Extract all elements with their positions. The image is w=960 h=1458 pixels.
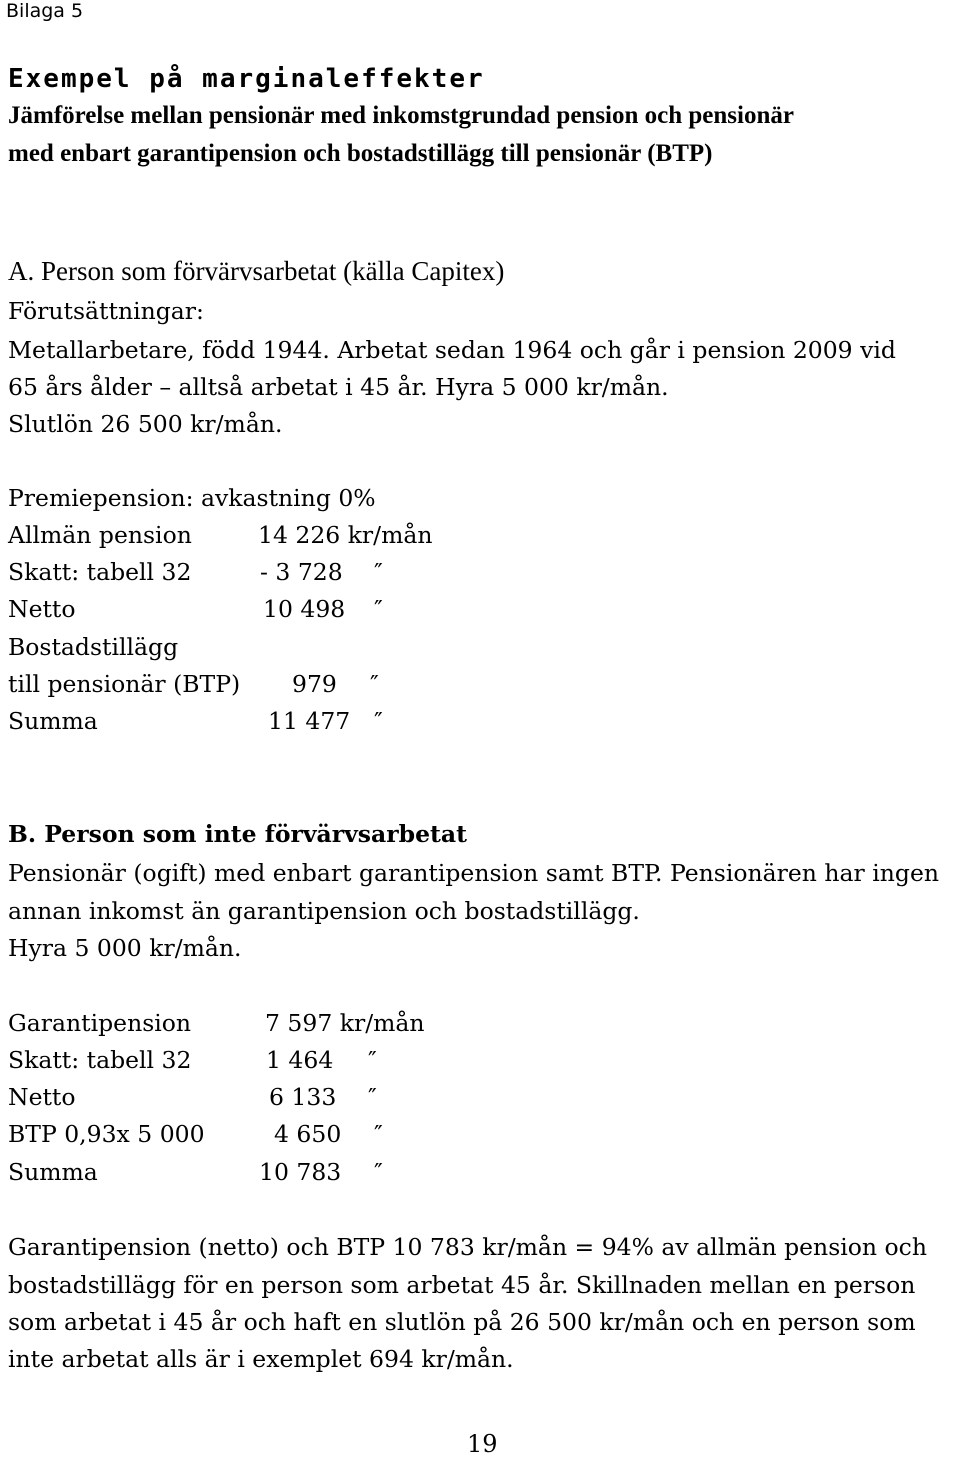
ditto-mark: ″ bbox=[374, 1120, 383, 1148]
section-a-line-2: Metallarbetare, född 1944. Arbetat sedan 1964 och går i pension 2009 vid bbox=[8, 336, 896, 364]
b-row-summa bbox=[8, 1158, 708, 1192]
a-row-bostadstillagg bbox=[8, 633, 708, 667]
section-b-line-3: Hyra 5 000 kr/mån. bbox=[8, 934, 242, 962]
ditto-mark: ″ bbox=[374, 707, 383, 735]
a-row-allman-pension bbox=[8, 521, 708, 555]
page-number: 19 bbox=[467, 1430, 498, 1458]
row-label: Allmän pension bbox=[8, 521, 192, 549]
row-label: Netto bbox=[8, 595, 76, 623]
conclusion-line-1: Garantipension (netto) och BTP 10 783 kr/mån = 94% av allmän pension och bbox=[8, 1233, 927, 1261]
premiepension-line: Premiepension: avkastning 0% bbox=[8, 484, 376, 512]
a-row-summa bbox=[8, 707, 708, 741]
ditto-mark: ″ bbox=[368, 1083, 377, 1111]
row-value: 4 650 bbox=[274, 1120, 342, 1148]
b-row-btp bbox=[8, 1120, 708, 1154]
row-value: 1 464 bbox=[266, 1046, 334, 1074]
row-label: Garantipension bbox=[8, 1009, 192, 1037]
conclusion-line-3: som arbetat i 45 år och haft en slutlön på 26 500 kr/mån och en person som bbox=[8, 1308, 916, 1336]
row-label: Summa bbox=[8, 1158, 98, 1186]
a-row-btp bbox=[8, 670, 708, 704]
subtitle-line-1: Jämförelse mellan pensionär med inkomstgrundad pension och pensionär bbox=[8, 102, 794, 129]
section-a-line-4: Slutlön 26 500 kr/mån. bbox=[8, 410, 283, 438]
row-value: 979 bbox=[292, 670, 337, 698]
section-a-line-1: Förutsättningar: bbox=[8, 297, 204, 325]
b-row-netto bbox=[8, 1083, 708, 1117]
a-row-skatt bbox=[8, 558, 708, 592]
ditto-mark: ″ bbox=[368, 1046, 377, 1074]
a-row-netto bbox=[8, 595, 708, 629]
conclusion-line-4: inte arbetat alls är i exemplet 694 kr/mån. bbox=[8, 1345, 514, 1373]
conclusion-line-2: bostadstillägg för en person som arbetat 45 år. Skillnaden mellan en person bbox=[8, 1271, 916, 1299]
row-label: till pensionär (BTP) bbox=[8, 670, 241, 698]
row-label: Bostadstillägg bbox=[8, 633, 179, 661]
row-label: Summa bbox=[8, 707, 98, 735]
ditto-mark: ″ bbox=[374, 595, 383, 623]
row-label: Skatt: tabell 32 bbox=[8, 1046, 192, 1074]
subtitle-line-2: med enbart garantipension och bostadstillägg till pensionär (BTP) bbox=[8, 140, 713, 167]
b-row-garantipension bbox=[8, 1009, 708, 1043]
section-b-line-2: annan inkomst än garantipension och bostadstillägg. bbox=[8, 897, 640, 925]
section-b-line-1: Pensionär (ogift) med enbart garantipension samt BTP. Pensionären har ingen bbox=[8, 859, 939, 887]
row-value: 10 783 bbox=[259, 1158, 342, 1186]
row-label: BTP 0,93x 5 000 bbox=[8, 1120, 205, 1148]
row-value: 6 133 bbox=[269, 1083, 337, 1111]
row-value: 10 498 bbox=[263, 595, 346, 623]
section-a-heading: A. Person som förvärvsarbetat (källa Capitex) bbox=[8, 256, 505, 286]
section-b-heading: B. Person som inte förvärvsarbetat bbox=[8, 820, 467, 848]
row-label: Netto bbox=[8, 1083, 76, 1111]
row-label: Skatt: tabell 32 bbox=[8, 558, 192, 586]
ditto-mark: ″ bbox=[374, 1158, 383, 1186]
row-value: - 3 728 bbox=[260, 558, 343, 586]
row-value: 14 226 kr/mån bbox=[258, 521, 433, 549]
ditto-mark: ″ bbox=[374, 558, 383, 586]
page-title: Exempel på marginaleffekter bbox=[8, 64, 485, 94]
section-a-line-3: 65 års ålder – alltså arbetat i 45 år. Hyra 5 000 kr/mån. bbox=[8, 373, 669, 401]
b-row-skatt bbox=[8, 1046, 708, 1080]
row-value: 11 477 bbox=[268, 707, 351, 735]
appendix-tag: Bilaga 5 bbox=[6, 0, 84, 22]
ditto-mark: ″ bbox=[370, 670, 379, 698]
row-value: 7 597 kr/mån bbox=[265, 1009, 425, 1037]
